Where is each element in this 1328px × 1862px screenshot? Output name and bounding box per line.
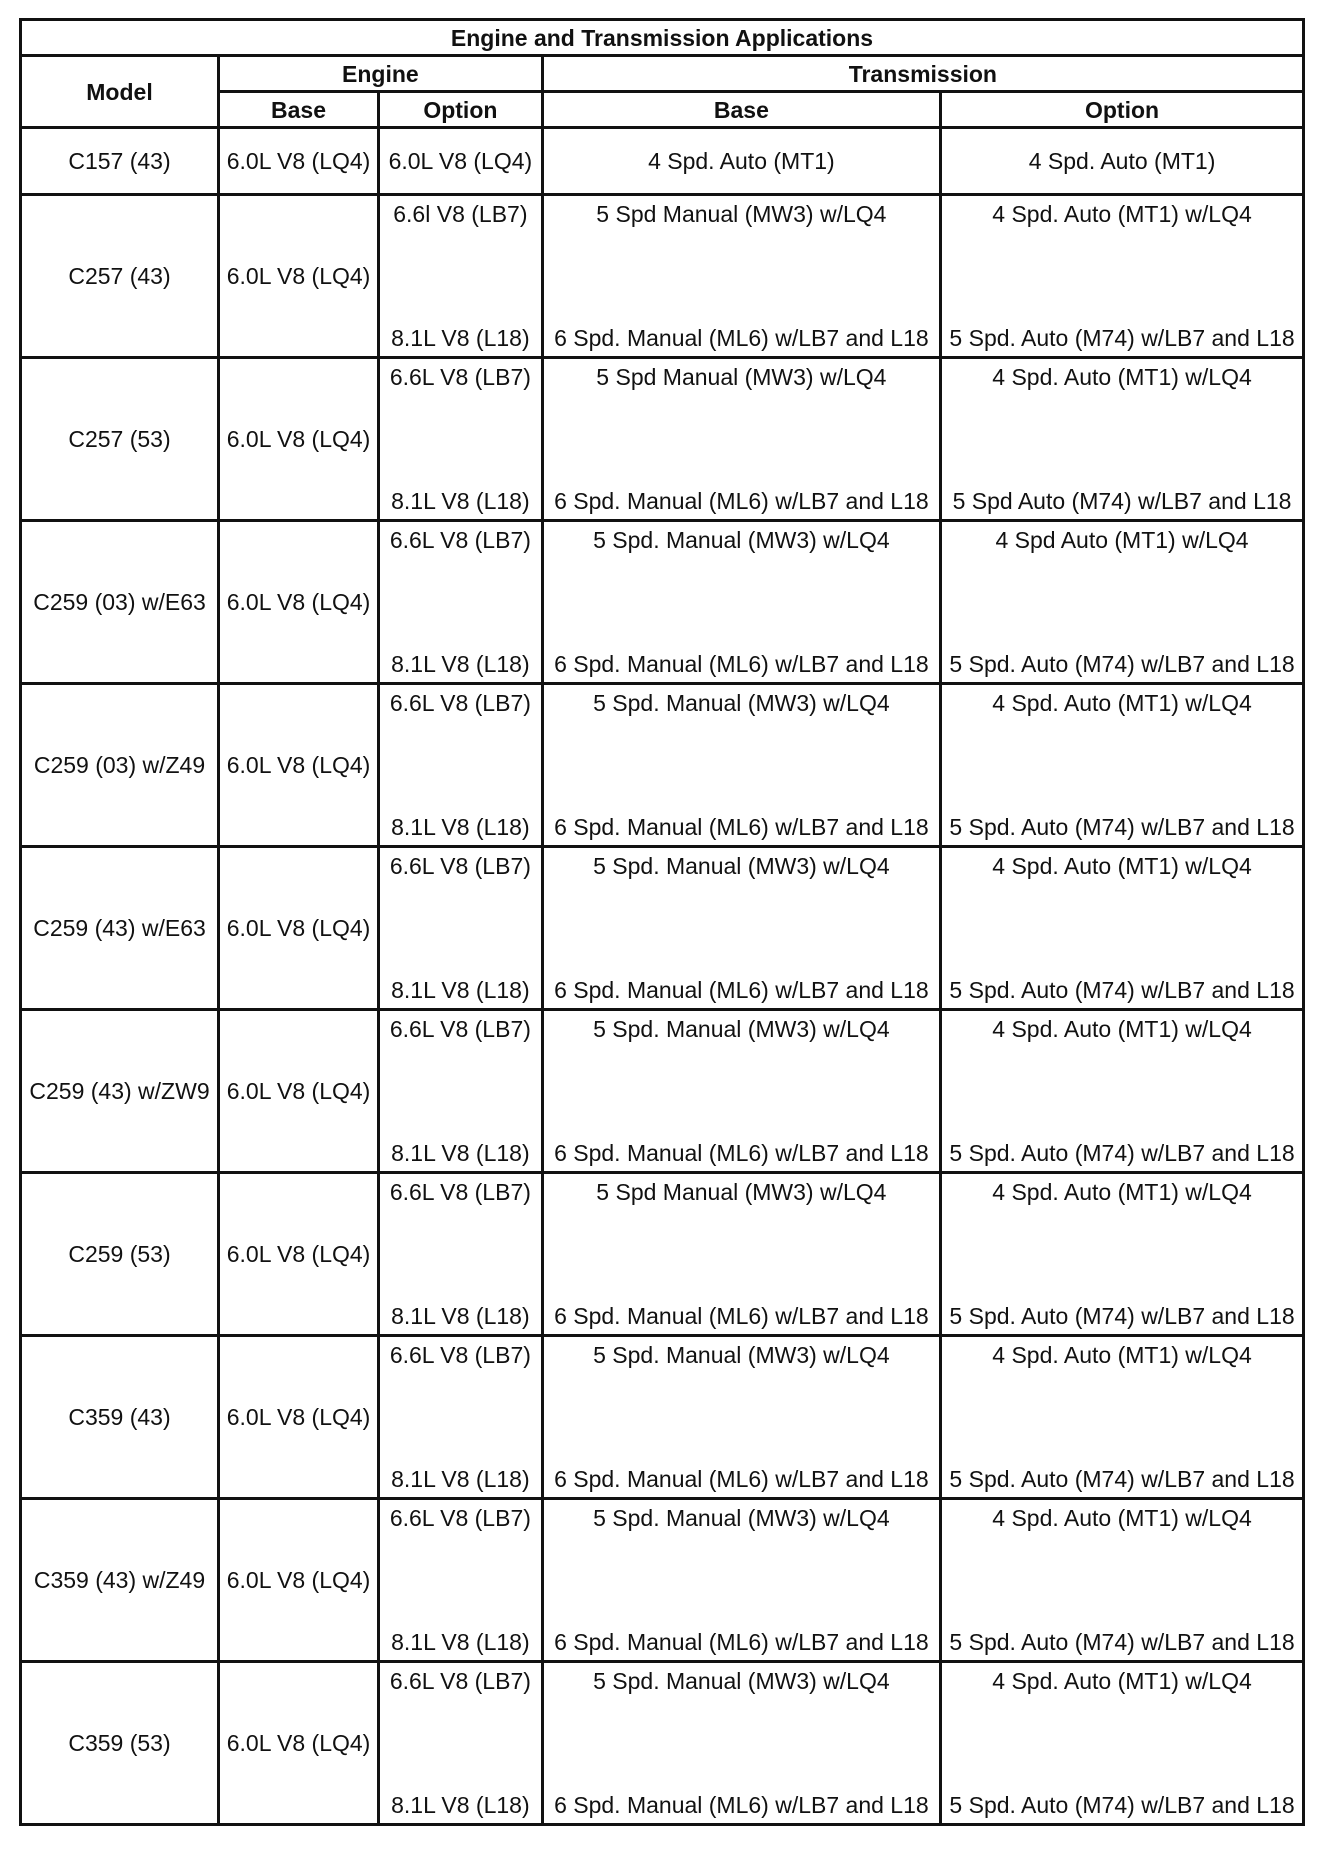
trans-option-cell-line: 5 Spd. Auto (M74) w/LB7 and L18 (949, 325, 1295, 351)
trans-base-cell-stack (548, 1015, 935, 1167)
engine-option-cell-line: 8.1L V8 (L18) (391, 1792, 530, 1818)
trans-base-cell-stack (548, 1341, 935, 1493)
engine-option-cell (379, 1336, 543, 1499)
engine-option-cell-line: 8.1L V8 (L18) (391, 325, 530, 351)
engine-base-cell: 6.0L V8 (LQ4) (219, 358, 379, 521)
trans-base-cell-line: 6 Spd. Manual (ML6) w/LB7 and L18 (554, 488, 929, 514)
engine-option-cell-line: 6.6L V8 (LB7) (389, 527, 531, 553)
engine-base-cell: 6.0L V8 (LQ4) (219, 1499, 379, 1662)
trans-base-cell-stack (548, 1504, 935, 1656)
header-engine-base: Base (219, 92, 379, 128)
engine-option-cell-line: 6.6L V8 (LB7) (389, 853, 531, 879)
trans-option-cell (941, 847, 1304, 1010)
trans-option-cell-stack (946, 1667, 1298, 1819)
trans-option-cell-line: 4 Spd. Auto (MT1) w/LQ4 (992, 1668, 1252, 1694)
trans-option-cell-line: 5 Spd. Auto (M74) w/LB7 and L18 (949, 651, 1295, 677)
trans-option-cell-line: 4 Spd. Auto (MT1) w/LQ4 (992, 201, 1252, 227)
trans-base-cell-line: 6 Spd. Manual (ML6) w/LB7 and L18 (554, 1629, 929, 1655)
engine-option-cell-stack (384, 1178, 537, 1330)
trans-option-cell (941, 1173, 1304, 1336)
table-row (21, 847, 1304, 1010)
model-cell: C157 (43) (21, 128, 219, 195)
trans-base-cell (542, 1499, 940, 1662)
engine-option-cell-line: 8.1L V8 (L18) (391, 1466, 530, 1492)
trans-base-cell (542, 195, 940, 358)
engine-option-cell-line: 6.0L V8 (LQ4) (388, 148, 533, 174)
trans-option-cell (941, 1336, 1304, 1499)
header-engine-option: Option (379, 92, 543, 128)
trans-option-cell-line: 5 Spd Auto (M74) w/LB7 and L18 (952, 488, 1292, 514)
trans-option-cell (941, 684, 1304, 847)
trans-option-cell-line: 5 Spd. Auto (M74) w/LB7 and L18 (949, 814, 1295, 840)
trans-option-cell-line: 4 Spd. Auto (MT1) w/LQ4 (992, 364, 1252, 390)
trans-base-cell-stack (548, 526, 935, 678)
header-model: Model (21, 56, 219, 128)
trans-option-cell-stack (946, 131, 1298, 191)
table-row (21, 1662, 1304, 1825)
engine-option-cell-stack (384, 200, 537, 352)
trans-option-cell-line: 5 Spd. Auto (M74) w/LB7 and L18 (949, 1792, 1295, 1818)
table-row (21, 1499, 1304, 1662)
trans-base-cell-line: 5 Spd. Manual (MW3) w/LQ4 (593, 1342, 890, 1368)
engine-option-cell-line: 6.6L V8 (LB7) (389, 1342, 531, 1368)
engine-option-cell (379, 128, 543, 195)
header-engine: Engine (219, 56, 543, 92)
engine-base-cell: 6.0L V8 (LQ4) (219, 1010, 379, 1173)
trans-base-cell-line: 6 Spd. Manual (ML6) w/LB7 and L18 (554, 325, 929, 351)
model-cell: C359 (53) (21, 1662, 219, 1825)
table-row (21, 684, 1304, 847)
trans-option-cell-stack (946, 363, 1298, 515)
trans-option-cell-stack (946, 200, 1298, 352)
engine-option-cell-line: 8.1L V8 (L18) (391, 488, 530, 514)
engine-base-cell: 6.0L V8 (LQ4) (219, 521, 379, 684)
engine-option-cell (379, 684, 543, 847)
table-row (21, 358, 1304, 521)
trans-base-cell-stack (548, 200, 935, 352)
model-cell: C259 (03) w/Z49 (21, 684, 219, 847)
trans-option-cell-line: 5 Spd. Auto (M74) w/LB7 and L18 (949, 1140, 1295, 1166)
trans-base-cell-line: 5 Spd. Manual (MW3) w/LQ4 (593, 1016, 890, 1042)
table-row (21, 521, 1304, 684)
engine-option-cell-line: 8.1L V8 (L18) (391, 1303, 530, 1329)
trans-base-cell-line: 5 Spd. Manual (MW3) w/LQ4 (593, 853, 890, 879)
model-cell: C259 (53) (21, 1173, 219, 1336)
table-body (21, 128, 1304, 1825)
trans-option-cell-line: 4 Spd. Auto (MT1) w/LQ4 (992, 853, 1252, 879)
trans-option-cell (941, 521, 1304, 684)
trans-option-cell-stack (946, 852, 1298, 1004)
trans-option-cell-stack (946, 689, 1298, 841)
engine-option-cell (379, 847, 543, 1010)
trans-option-cell (941, 195, 1304, 358)
engine-option-cell-line: 8.1L V8 (L18) (391, 651, 530, 677)
engine-option-cell-stack (384, 1667, 537, 1819)
trans-base-cell-line: 5 Spd Manual (MW3) w/LQ4 (596, 201, 887, 227)
trans-base-cell-line: 5 Spd Manual (MW3) w/LQ4 (596, 1179, 887, 1205)
trans-option-cell-stack (946, 1341, 1298, 1493)
engine-option-cell-stack (384, 1504, 537, 1656)
engine-base-cell: 6.0L V8 (LQ4) (219, 195, 379, 358)
trans-option-cell-stack (946, 526, 1298, 678)
table-row (21, 1010, 1304, 1173)
trans-base-cell (542, 1336, 940, 1499)
model-cell: C259 (43) w/ZW9 (21, 1010, 219, 1173)
engine-base-cell: 6.0L V8 (LQ4) (219, 847, 379, 1010)
trans-base-cell-line: 4 Spd. Auto (MT1) (648, 148, 835, 174)
trans-base-cell-line: 5 Spd. Manual (MW3) w/LQ4 (593, 690, 890, 716)
engine-option-cell-stack (384, 526, 537, 678)
trans-base-cell-line: 6 Spd. Manual (ML6) w/LB7 and L18 (554, 651, 929, 677)
applications-table (19, 18, 1305, 1826)
engine-option-cell-stack (384, 852, 537, 1004)
engine-option-cell (379, 1499, 543, 1662)
header-trans-base: Base (542, 92, 940, 128)
engine-option-cell-stack (384, 131, 537, 191)
table-row (21, 1173, 1304, 1336)
trans-option-cell (941, 1010, 1304, 1173)
trans-option-cell-line: 5 Spd. Auto (M74) w/LB7 and L18 (949, 977, 1295, 1003)
trans-base-cell-line: 5 Spd Manual (MW3) w/LQ4 (596, 364, 887, 390)
engine-option-cell-line: 8.1L V8 (L18) (391, 1629, 530, 1655)
trans-base-cell-stack (548, 852, 935, 1004)
trans-option-cell-stack (946, 1178, 1298, 1330)
trans-base-cell-line: 5 Spd. Manual (MW3) w/LQ4 (593, 1505, 890, 1531)
engine-option-cell-line: 6.6L V8 (LB7) (389, 1179, 531, 1205)
engine-option-cell-line: 8.1L V8 (L18) (391, 977, 530, 1003)
trans-option-cell-stack (946, 1015, 1298, 1167)
engine-option-cell (379, 521, 543, 684)
trans-base-cell-stack (548, 131, 935, 191)
trans-option-cell-line: 4 Spd. Auto (MT1) (1028, 148, 1216, 174)
trans-option-cell (941, 128, 1304, 195)
trans-base-cell (542, 128, 940, 195)
trans-base-cell-stack (548, 363, 935, 515)
table-row (21, 1336, 1304, 1499)
trans-base-cell (542, 358, 940, 521)
trans-base-cell-stack (548, 689, 935, 841)
trans-base-cell-line: 6 Spd. Manual (ML6) w/LB7 and L18 (554, 1303, 929, 1329)
header-transmission: Transmission (542, 56, 1303, 92)
engine-option-cell-stack (384, 1341, 537, 1493)
table-row (21, 128, 1304, 195)
engine-option-cell (379, 1662, 543, 1825)
engine-option-cell-line: 6.6L V8 (LB7) (389, 1016, 531, 1042)
engine-option-cell-line: 6.6L V8 (LB7) (389, 364, 531, 390)
trans-base-cell-line: 6 Spd. Manual (ML6) w/LB7 and L18 (554, 1140, 929, 1166)
trans-option-cell-line: 4 Spd Auto (MT1) w/LQ4 (995, 527, 1249, 553)
trans-base-cell-line: 6 Spd. Manual (ML6) w/LB7 and L18 (554, 1792, 929, 1818)
trans-base-cell-line: 6 Spd. Manual (ML6) w/LB7 and L18 (554, 814, 929, 840)
trans-option-cell-line: 5 Spd. Auto (M74) w/LB7 and L18 (949, 1629, 1295, 1655)
table-row (21, 195, 1304, 358)
engine-option-cell-line: 6.6L V8 (LB7) (389, 1668, 531, 1694)
trans-option-cell-line: 4 Spd. Auto (MT1) w/LQ4 (992, 690, 1252, 716)
header-trans-option: Option (941, 92, 1304, 128)
trans-option-cell-line: 5 Spd. Auto (M74) w/LB7 and L18 (949, 1466, 1295, 1492)
engine-base-cell: 6.0L V8 (LQ4) (219, 1336, 379, 1499)
trans-option-cell-line: 4 Spd. Auto (MT1) w/LQ4 (992, 1505, 1252, 1531)
engine-base-cell: 6.0L V8 (LQ4) (219, 128, 379, 195)
trans-option-cell-line: 5 Spd. Auto (M74) w/LB7 and L18 (949, 1303, 1295, 1329)
engine-option-cell (379, 195, 543, 358)
model-cell: C259 (03) w/E63 (21, 521, 219, 684)
engine-base-cell: 6.0L V8 (LQ4) (219, 1662, 379, 1825)
trans-base-cell (542, 1173, 940, 1336)
trans-base-cell-line: 5 Spd. Manual (MW3) w/LQ4 (593, 527, 890, 553)
trans-base-cell (542, 1662, 940, 1825)
trans-base-cell-line: 6 Spd. Manual (ML6) w/LB7 and L18 (554, 977, 929, 1003)
trans-base-cell-stack (548, 1178, 935, 1330)
trans-option-cell-stack (946, 1504, 1298, 1656)
trans-option-cell (941, 358, 1304, 521)
model-cell: C359 (43) (21, 1336, 219, 1499)
trans-option-cell-line: 4 Spd. Auto (MT1) w/LQ4 (992, 1016, 1252, 1042)
trans-base-cell (542, 1010, 940, 1173)
engine-option-cell-line: 8.1L V8 (L18) (391, 814, 530, 840)
trans-base-cell (542, 521, 940, 684)
trans-base-cell-line: 5 Spd. Manual (MW3) w/LQ4 (593, 1668, 890, 1694)
table-title: Engine and Transmission Applications (21, 20, 1304, 56)
trans-option-cell (941, 1662, 1304, 1825)
engine-option-cell-stack (384, 689, 537, 841)
engine-option-cell-line: 8.1L V8 (L18) (391, 1140, 530, 1166)
trans-base-cell (542, 847, 940, 1010)
engine-base-cell: 6.0L V8 (LQ4) (219, 684, 379, 847)
model-cell: C259 (43) w/E63 (21, 847, 219, 1010)
model-cell: C257 (53) (21, 358, 219, 521)
trans-base-cell (542, 684, 940, 847)
engine-option-cell (379, 1173, 543, 1336)
engine-option-cell-line: 6.6l V8 (LB7) (393, 201, 528, 227)
engine-option-cell (379, 1010, 543, 1173)
trans-option-cell-line: 4 Spd. Auto (MT1) w/LQ4 (992, 1179, 1252, 1205)
model-cell: C257 (43) (21, 195, 219, 358)
engine-option-cell-stack (384, 1015, 537, 1167)
trans-option-cell (941, 1499, 1304, 1662)
engine-option-cell-line: 6.6L V8 (LB7) (389, 690, 531, 716)
engine-option-cell-line: 6.6L V8 (LB7) (389, 1505, 531, 1531)
trans-base-cell-line: 6 Spd. Manual (ML6) w/LB7 and L18 (554, 1466, 929, 1492)
engine-base-cell: 6.0L V8 (LQ4) (219, 1173, 379, 1336)
trans-option-cell-line: 4 Spd. Auto (MT1) w/LQ4 (992, 1342, 1252, 1368)
trans-base-cell-stack (548, 1667, 935, 1819)
model-cell: C359 (43) w/Z49 (21, 1499, 219, 1662)
applications-table-wrapper (19, 18, 1305, 1826)
engine-option-cell-stack (384, 363, 537, 515)
engine-option-cell (379, 358, 543, 521)
